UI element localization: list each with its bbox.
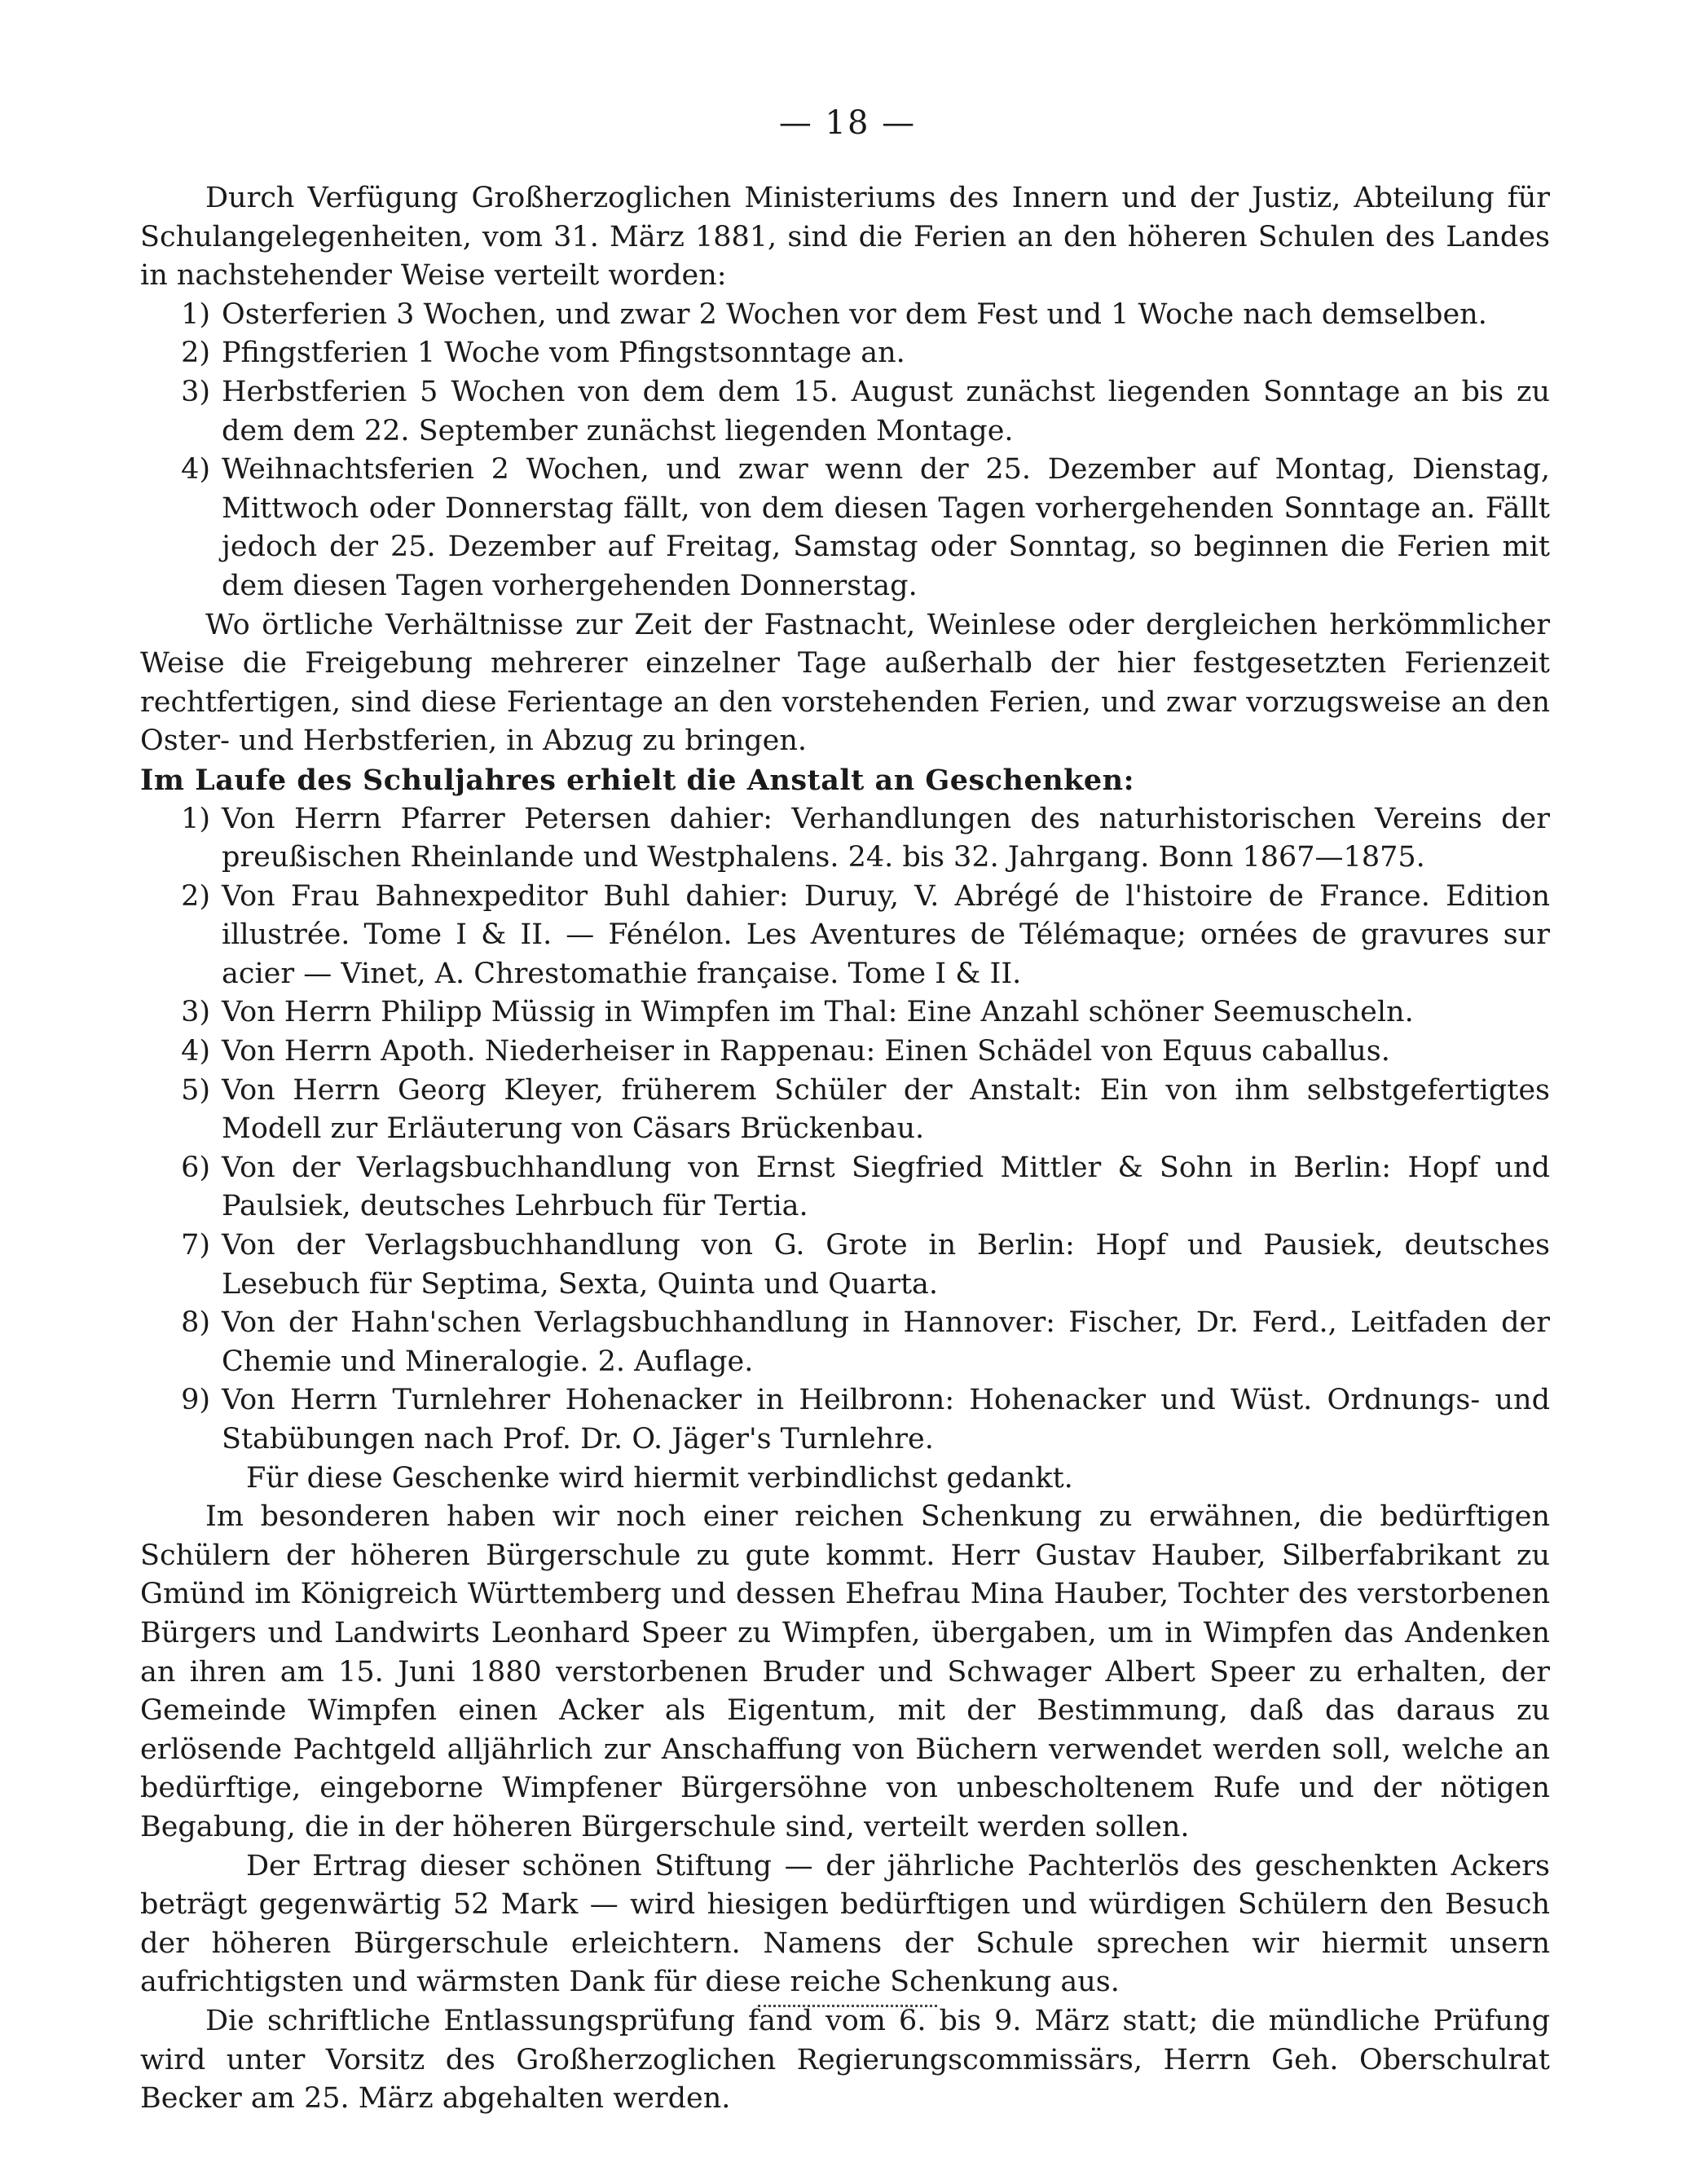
intro-paragraph: Durch Verfügung Großherzoglichen Ministeriums des Innern und der Justiz, Abteilung für Schulangelegenheiten, vom 31. März 1881, sind die Ferien an den höheren Schulen des Landes in nachstehender Weise verteilt worden: <box>140 182 1550 293</box>
ferien-item <box>140 451 1550 605</box>
geschenk-item-text: Von Frau Bahnexpeditor Buhl dahier: Duruy, V. Abrégé de l'histoire de France. Edition illustrée. Tome I & II. — Fénélon. Les Aventures de Télémaque; ornées de gravures sur acier — Vinet, A. Chrestomathie française. Tome I & II. <box>222 879 1550 990</box>
ferien-item <box>140 373 1550 451</box>
geschenk-item-text: Von der Hahn'schen Verlagsbuchhandlung in Hannover: Fischer, Dr. Ferd., Leitfaden der Chemie und Mineralogie. 2. Auflage. <box>222 1306 1550 1378</box>
body-text <box>140 179 1550 2119</box>
pruefung-paragraph: Die schriftliche Entlassungsprüfung fand vom 6. bis 9. März statt; die mündliche Prüfung wird unter Vorsitz des Großherzoglichen Regierungscommissärs, Herrn Geh. Oberschulrat Becker am 25. März abgehalten werden. <box>140 2004 1550 2116</box>
geschenk-item-number: 2) <box>181 879 210 913</box>
ferien-item-number: 2) <box>181 337 210 370</box>
geschenk-item <box>140 1304 1550 1381</box>
geschenke-list <box>140 800 1550 1460</box>
schenkung-paragraph-2: Der Ertrag dieser schönen Stiftung — der jährliche Pachterlös des geschenkten Ackers beträgt gegenwärtig 52 Mark — wird hiesigen bedürftigen und würdigen Schülern den Besuch der höheren Bürgerschule erleichtern. Namens der Schule sprechen wir hiermit unsern aufrichtigsten und wärmsten Dank für diese reiche Schenkung aus. <box>140 1849 1550 1999</box>
ferien-list <box>140 296 1550 606</box>
geschenk-item <box>140 993 1550 1033</box>
geschenk-item <box>140 1149 1550 1226</box>
geschenk-item-number: 9) <box>181 1384 210 1417</box>
geschenk-item-text: Von Herrn Georg Kleyer, früherem Schüler der Anstalt: Ein von ihm selbstgefertigtes Modell zur Erläuterung von Cäsars Brückenbau. <box>222 1073 1550 1146</box>
geschenk-item-text: Von der Verlagsbuchhandlung von G. Grote in Berlin: Hopf und Pausiek, deutsches Lesebuch für Septima, Sexta, Quinta und Quarta. <box>222 1229 1550 1301</box>
ferien-item-number: 1) <box>181 297 210 331</box>
geschenk-item-number: 6) <box>181 1151 210 1184</box>
geschenk-item <box>140 878 1550 994</box>
ferien-item-text: Herbstferien 5 Wochen von dem dem 15. August zunächst liegenden Sonntage an bis zu dem dem 22. September zunächst liegenden Montage. <box>222 375 1550 447</box>
ferien-item <box>140 334 1550 373</box>
geschenk-item <box>140 1381 1550 1459</box>
dank-paragraph: Für diese Geschenke wird hiermit verbindlichst gedankt. <box>246 1461 1073 1495</box>
geschenk-item-number: 1) <box>181 802 210 835</box>
schenkung-paragraph-1: Im besonderen haben wir noch einer reichen Schenkung zu erwähnen, die bedürftigen Schülern der höheren Bürgerschule zu gute kommt. Herr Gustav Hauber, Silberfabrikant zu Gmünd im Königreich Württemberg und dessen Ehefrau Mina Hauber, Tochter des verstorbenen Bürgers und Landwirts Leonhard Speer zu Wimpfen, übergaben, um in Wimpfen das Andenken an ihren am 15. Juni 1880 verstorbenen Bruder und Schwager Albert Speer zu erhalten, der Gemeinde Wimpfen einen Acker als Eigentum, mit der Bestimmung, daß das daraus zu erlösende Pachtgeld alljährlich zur Anschaffung von Büchern verwendet werden soll, welche an bedürftige, eingeborne Wimpfener Bürgersöhne von unbescholtenem Rufe und der nötigen Begabung, die in der höheren Bürgerschule sind, verteilt werden sollen. <box>140 1500 1550 1843</box>
geschenk-item-text: Von Herrn Philipp Müssig in Wimpfen im Thal: Eine Anzahl schöner Seemuscheln. <box>222 996 1414 1029</box>
geschenk-item-number: 8) <box>181 1306 210 1340</box>
geschenk-item-text: Von Herrn Apoth. Niederheiser in Rappenau: Einen Schädel von Equus caballus. <box>222 1035 1390 1068</box>
geschenk-item-number: 7) <box>181 1229 210 1262</box>
geschenk-item-number: 4) <box>181 1035 210 1068</box>
geschenk-item-number: 3) <box>181 996 210 1029</box>
geschenk-item <box>140 1033 1550 1072</box>
geschenk-item <box>140 1072 1550 1149</box>
geschenk-item-text: Von der Verlagsbuchhandlung von Ernst Siegfried Mittler & Sohn in Berlin: Hopf und Paulsiek, deutsches Lehrbuch für Tertia. <box>222 1151 1550 1223</box>
geschenk-item-number: 5) <box>181 1073 210 1107</box>
ferien-item-text: Weihnachtsferien 2 Wochen, und zwar wenn der 25. Dezember auf Montag, Dienstag, Mittwoch oder Donnerstag fällt, von dem diesen Tagen vorhergehenden Sonntage an. Fällt jedoch der 25. Dezember auf Freitag, Samstag oder Sonntag, so beginnen die Ferien mit dem diesen Tagen vorhergehenden Donnerstag. <box>222 453 1550 602</box>
closing-rule <box>758 1997 937 2007</box>
geschenk-item <box>140 1226 1550 1304</box>
ferien-item-text: Osterferien 3 Wochen, und zwar 2 Wochen vor dem Fest und 1 Woche nach demselben. <box>222 297 1487 331</box>
ferien-item-text: Pfingstferien 1 Woche vom Pfingstsonntage an. <box>222 337 905 370</box>
section-heading: Im Laufe des Schuljahres erhielt die Anstalt an Geschenken: <box>140 763 1135 797</box>
geschenk-item <box>140 800 1550 878</box>
ferien-note-paragraph: Wo örtliche Verhältnisse zur Zeit der Fastnacht, Weinlese oder dergleichen herkömmlicher Weise die Freigebung mehrerer einzelner Tage außerhalb der hier festgesetzten Ferienzeit rechtfertigen, sind diese Ferientage an den vorstehenden Ferien, und zwar vorzugsweise an den Oster- und Herbstferien, in Abzug zu bringen. <box>140 608 1550 758</box>
ferien-item-number: 4) <box>181 453 210 487</box>
geschenk-item-text: Von Herrn Turnlehrer Hohenacker in Heilbronn: Hohenacker und Wüst. Ordnungs- und Stabübungen nach Prof. Dr. O. Jäger's Turnlehre. <box>222 1384 1550 1455</box>
ferien-item <box>140 296 1550 335</box>
ferien-item-number: 3) <box>181 375 210 408</box>
geschenk-item-text: Von Herrn Pfarrer Petersen dahier: Verhandlungen des naturhistorischen Vereins der preußischen Rheinlande und Westphalens. 24. bis 32. Jahrgang. Bonn 1867—1875. <box>222 802 1550 874</box>
page-number: — 18 — <box>778 104 917 142</box>
